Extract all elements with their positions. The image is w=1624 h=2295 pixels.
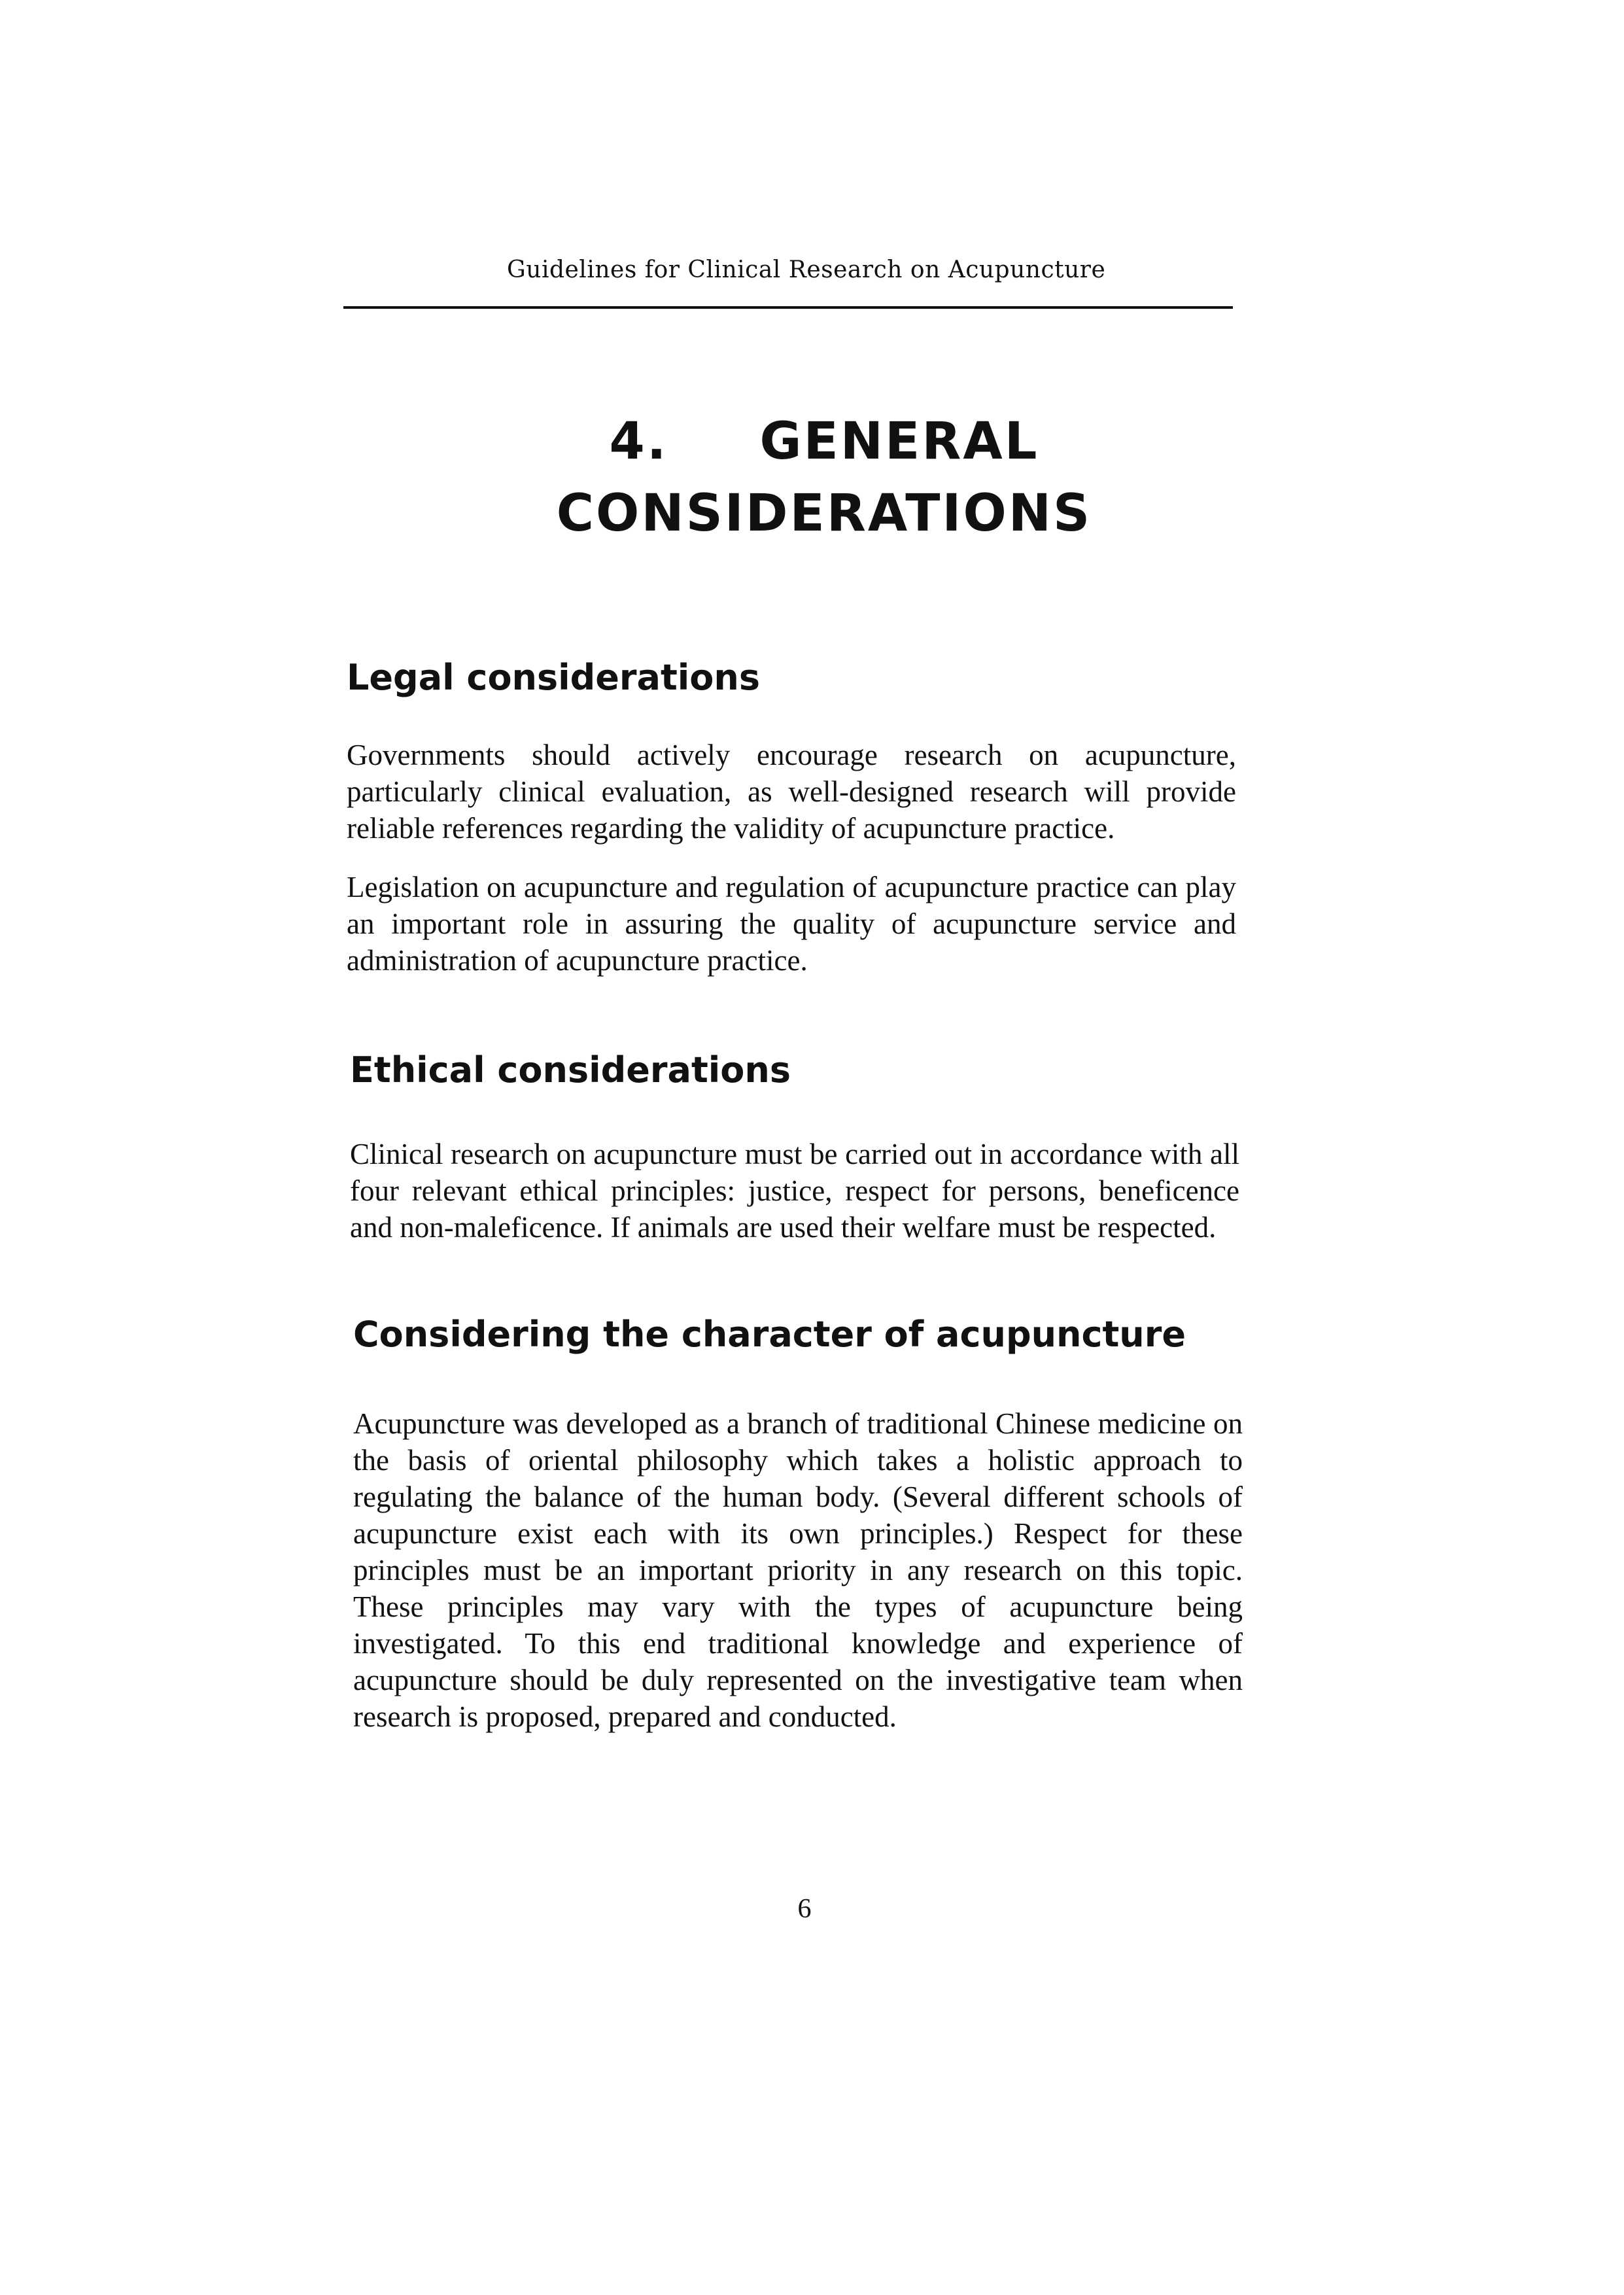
paragraph-character-1: Acupuncture was developed as a branch of traditional Chinese medicine on the basis of oriental philosophy which takes a holistic approach to regulating the balance of the human body. (Several different schools of acupuncture exist each with its own principles.) Respect for these principles must be an important priority in any research on this topic. These principles may vary with the types of acupuncture being investigated. To this end traditional knowledge and experience of acupuncture should be duly represented on the investigative team when research is proposed, prepared and conducted. [353,1407,1243,1733]
paragraph-ethical-1: Clinical research on acupuncture must be carried out in accordance with all four relevant ethical principles: justice, respect for persons, beneficence and non-maleficence. If animals are used their welfare must be respected. [350,1138,1239,1244]
chapter-title-line2: CONSIDERATIONS [556,484,1092,543]
chapter-title-general: GENERAL [759,412,1039,471]
section-heading-ethical: Ethical considerations [350,1049,791,1091]
running-header [343,254,1233,309]
paragraph-legal-1: Governments should actively encourage research on acupuncture, particularly clinical evaluation, as well-designed research will provide reliable references regarding the validity of acupuncture practice. [347,739,1236,845]
chapter-title-line1 [497,406,1151,478]
running-header-title: Guidelines for Clinical Research on Acupuncture [507,256,1106,283]
page-number: 6 [797,1894,812,1924]
paragraph-legal-2: Legislation on acupuncture and regulation of acupuncture practice can play an important role in assuring the quality of acupuncture service and administration of acupuncture practice. [347,871,1236,977]
chapter-number: 4. [609,412,668,471]
section-heading-character: Considering the character of acupuncture [353,1314,1186,1355]
chapter-title [497,406,1151,550]
section-heading-legal: Legal considerations [347,657,760,698]
